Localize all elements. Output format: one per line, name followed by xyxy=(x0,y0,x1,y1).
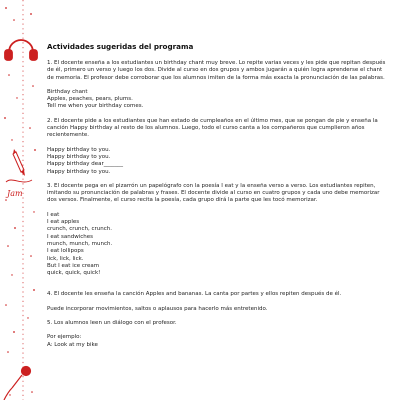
decorative-margin xyxy=(0,0,42,400)
chant-line: Birthday chant xyxy=(47,88,88,95)
poem-line: I eat apples xyxy=(47,219,80,226)
song-line: Happy birthday to you. xyxy=(47,146,111,153)
activity-3: 3. El docente pega en el pizarrón un papelógrafo con la poesía I eat y la enseña verso a verso. Los estudiantes repiten, imitando su pronunciación de palabras y frases. El docente divide al curso en cuatro grupos y cada uno debe memorizar dos versos. Finalmente, el curso recita la poesía, cada grupo dirá la parte que les tocó memorizar. xyxy=(47,182,380,204)
microphone-icon xyxy=(4,367,31,400)
poem-line: I eat sandwiches xyxy=(47,233,94,240)
poem-line: I eat xyxy=(47,211,60,218)
poem-line: crunch, crunch, crunch. xyxy=(47,226,113,233)
poem-line: I eat lollipops xyxy=(47,248,84,255)
song-line: Happy birthday to you. xyxy=(47,153,111,160)
pen-caption: Jam xyxy=(7,189,23,198)
activity-4-note: Puede incorporar movimientos, saltos o aplausos para hacerlo más entretenido. xyxy=(47,305,268,312)
poem-line: But I eat ice cream xyxy=(47,262,100,269)
margin-illustration xyxy=(0,0,42,400)
poem-line: munch, munch, munch. xyxy=(47,240,113,247)
activity-4: 4. El docente les enseña la canción Apples and bananas. La canta por partes y ellos repiten después de él. xyxy=(47,291,342,298)
document-body xyxy=(47,42,387,349)
activity-1: 1. El docente enseña a los estudiantes un birthday chant muy breve. Lo repite varias veces y les pide que repitan después de él, primero un verso y luego los dos. Divide al curso en dos grupos y ambos jugarán a quién logra aprenderse el chant de memoria. El profesor debe corroborar que los alumnos imiten de la forma más exacta la pronunciación de las palabras. xyxy=(47,60,386,81)
example-label: Por ejemplo: xyxy=(47,334,82,341)
activity-5: 5. Los alumnos leen un diálogo con el profesor. xyxy=(47,320,177,327)
poem-line: quick, quick, quick! xyxy=(47,270,101,277)
song-line: Happy birthday to you. xyxy=(47,168,111,175)
chant-line: Apples, peaches, pears, plums. xyxy=(47,96,133,103)
document-title: Actividades sugeridas del programa xyxy=(47,42,194,51)
example-line: A: Look at my bike xyxy=(47,341,98,348)
poem-line: lick, lick, lick. xyxy=(47,255,84,262)
song-line: Happy birthday dear_______ xyxy=(47,161,124,168)
activity-2: 2. El docente pide a los estudiantes que han estado de cumpleaños en el último mes, que se pongan de pie y enseña la canción Happy birthday al resto de los alumnos. Luego, todo el curso canta a los compañeros que cumplieron años recientemente. xyxy=(47,117,378,139)
pen-icon xyxy=(6,149,32,182)
chant-line: Tell me when your birthday comes. xyxy=(47,103,144,110)
headphones-icon xyxy=(5,40,37,60)
